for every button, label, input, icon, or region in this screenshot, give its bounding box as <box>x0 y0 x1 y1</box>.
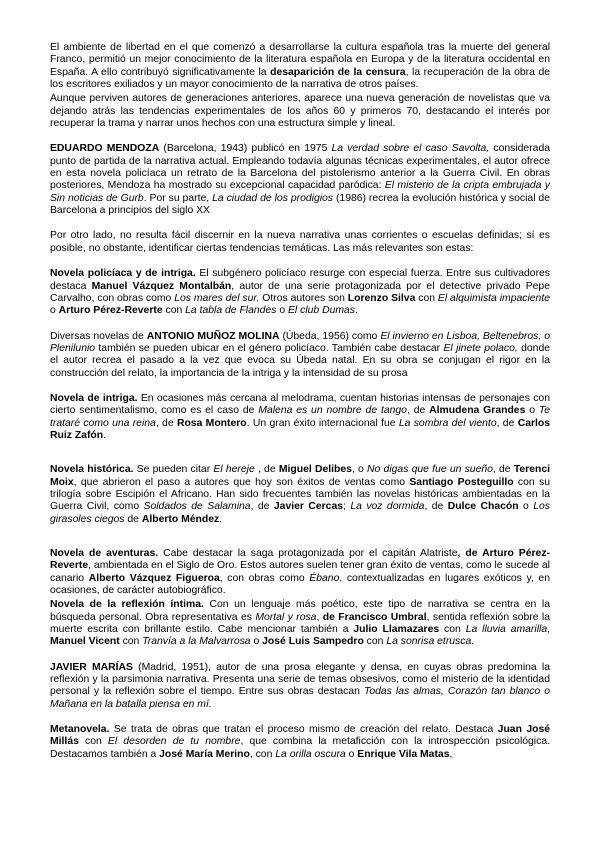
run: El invierno en Lisboa, Beltenebros, o Plenilunio <box>50 330 551 354</box>
run: donde el autor recrea el pasado a la vez que evoca su Úbeda natal. En su obra se conjugan el rigor en la construcción del relato, la importancia de la intriga y la intensidad de su prosa <box>50 342 551 379</box>
run: , con obras como <box>219 572 310 584</box>
run: , <box>547 624 550 636</box>
run: La lluvia amarilla <box>465 624 548 636</box>
run: . <box>219 513 223 525</box>
run: Enrique Vila Matas <box>357 748 450 760</box>
paragraph-novela-policiaca <box>50 268 550 317</box>
run: desaparición de la censura <box>270 66 406 78</box>
run: Alberto Méndez <box>141 513 220 525</box>
run: de <box>124 513 142 525</box>
run: , de <box>492 464 514 476</box>
run: Lorenzo Silva <box>347 292 416 304</box>
run: Los girasoles ciegos <box>50 501 550 525</box>
paragraph-eduardo-mendoza <box>50 143 550 217</box>
run: Julio Llamazares <box>353 624 440 636</box>
run: El ambiente de libertad en el que comenzó a desarrollarse la cultura española tras la muerte del general Franco, permitió un mejor conocimiento de la literatura española en Europa y de la literatura occidental en España. A ello contribuyó significativamente la <box>50 42 550 78</box>
run: Juan José Millás <box>50 724 550 748</box>
run: Novela policíaca y de intriga. <box>50 268 196 280</box>
run: con <box>363 636 387 648</box>
run: Novela histórica. <box>50 464 134 476</box>
run: , <box>449 748 453 760</box>
run: Cabe destacar la saga protagonizada por el capitán Alatriste <box>158 548 458 559</box>
run: . Por su parte, <box>143 192 213 204</box>
run: Por otro lado, no resulta fácil discernir en la nueva narrativa unas corrientes o escuelas definidas; sí es posible, no obstante, identificar ciertas tendencias temáticas. Las más relevantes son estas: <box>50 230 550 254</box>
run: EDUARDO MENDOZA <box>50 143 160 155</box>
run: El club Dumas <box>288 305 355 317</box>
run: , de <box>496 417 518 429</box>
run: Manuel Vicent <box>50 636 120 648</box>
run: La sombra del viento <box>398 417 497 429</box>
run: con <box>439 624 466 636</box>
run: considerada punto de partida de la narrativa actual. Empleando todavía algunas técnicas experimentales, el autor ofrece en esta novela policíaca un retrato de la Barcelona del pistolerismo anterior a la Guerra Civil. En obras posteriores, Mendoza ha mostrado su excepcional capacidad paródica: <box>50 143 551 192</box>
run: , la recuperación de la obra de los escritores exiliados y un mayor conocimiento de la narrativa de otros países. <box>50 66 551 91</box>
run: o <box>525 405 539 417</box>
run: Rosa Montero <box>176 417 247 429</box>
run: Carlos Ruiz Zafón <box>50 417 551 441</box>
run: también se pueden ubicar en el género policíaco. También cabe destacar <box>95 342 444 354</box>
run: . <box>471 636 475 648</box>
run: Soldados de Salamina <box>143 501 251 513</box>
paragraph-novela-historica <box>50 464 550 526</box>
run: , de <box>250 501 274 513</box>
run: Metanovela. <box>50 724 110 736</box>
run: o <box>50 305 59 317</box>
run: , de <box>406 405 430 417</box>
run: , o <box>351 464 368 476</box>
run: de Francisco Umbral <box>322 611 427 623</box>
run: con <box>119 636 143 648</box>
run: Dulce Chacón <box>447 501 519 513</box>
run: El alquimista impaciente <box>437 292 550 304</box>
run: No digas que fue un sueño <box>367 464 493 476</box>
run: JAVIER MARÍAS <box>50 661 133 673</box>
run: Javier Cercas <box>273 501 344 513</box>
run: El subgénero policíaco resurge con especial fuerza. Entre sus cultivadores destaca <box>50 268 551 292</box>
run: (Barcelona, 1943) publicó en 1975 <box>159 143 332 155</box>
run: o <box>345 748 358 760</box>
run: , de <box>155 417 177 429</box>
run: Manuel Vázquez Montalbán <box>91 280 232 292</box>
paragraph-tendencias <box>50 230 550 255</box>
run: Miguel Delibes <box>278 464 352 476</box>
run: El misterio de la cripta embrujada y Sin noticias de Gurb <box>50 180 550 204</box>
run: En ocasiones más cercana al melodrama, cuentan historias intensas de personajes con cierto sentimentalismo, como es el caso de <box>50 392 550 417</box>
run: Tranvía a la Malvarrosa <box>142 636 251 648</box>
run: Terenci Moix <box>50 464 551 488</box>
run: (1986) recrea la evolución histórica y social de Barcelona a principios del siglo XX <box>50 192 550 217</box>
run: Malena es un nombre de tango <box>258 405 407 417</box>
run: con <box>415 292 438 304</box>
run: o <box>518 501 534 513</box>
run: El jinete polaco, <box>443 342 518 354</box>
run: , con <box>249 748 276 760</box>
run: José Luis Sampedro <box>262 636 364 648</box>
run: Novela de aventuras. <box>50 548 159 559</box>
run: con su trilogía sobre Escipión el Africano. Han sido frecuentes también las novelas históricas ambientadas en la Guerra Civil, como <box>50 476 550 513</box>
run: Se trata de obras que tratan el proceso mismo de creación del relato. Destaca <box>109 724 498 736</box>
run: Con un lenguaje más poético, este tipo de narrativa se centra en la búsqueda personal. Obra representativa es <box>50 599 550 623</box>
paragraph-intro-libertad <box>50 42 550 91</box>
paragraph-javier-marias <box>50 662 550 711</box>
run: José María Merino <box>159 748 250 760</box>
run: (Úbeda, 1956) como <box>279 330 381 342</box>
run: Arturo Pérez-Reverte <box>58 305 163 317</box>
paragraph-nueva-generacion <box>50 93 550 130</box>
paragraph-novela-aventuras <box>50 548 550 597</box>
run: Se pueden citar <box>133 464 214 476</box>
run: El hereje <box>213 464 255 476</box>
run: ANTONIO MUÑOZ MOLINA <box>146 330 280 342</box>
run: o <box>250 636 263 648</box>
run: La sonrisa etrusca <box>386 636 472 648</box>
run: , que combina la metaficción con la introspección psicológica. Destacamos también a <box>50 736 550 760</box>
run: Novela de intriga. <box>50 392 138 404</box>
run: , de <box>424 501 448 513</box>
run: Todas las almas, Corazón tan blanco o Mañana en la batalla piensa en mí. <box>50 686 550 710</box>
run: Ébano <box>309 572 340 584</box>
run: La orilla oscura <box>275 748 346 760</box>
run: Almudena Grandes <box>429 405 526 417</box>
paragraph-reflexion-intima <box>50 599 550 648</box>
run: . <box>355 305 358 317</box>
run: , <box>316 611 323 623</box>
run: , autor de una serie protagonizada por el detective privado Pepe Carvalho, con obras como <box>50 280 550 304</box>
run: (Madrid, 1951), autor de una prosa elegante y densa, en cuyas obras predomina la reflexión y la parsimonia narrativa. Presenta una serie de temas obsesivos, como el misterio de la identidad personal y la reflexión sobre el tiempo. Entre sus obras destacan <box>50 661 550 698</box>
run: ; <box>343 501 351 513</box>
run: La tabla de Flandes <box>185 305 277 317</box>
run: Otros autores son <box>259 292 348 304</box>
run: Te trataré como una reina <box>50 405 550 429</box>
run: Aunque perviven autores de generaciones anteriores, aparece una nueva generación de novelistas que va dejando atrás las tendencias experimentales de los años 60 y primeros 70, destacando el interés por recuperar la trama y narrar unos hechos con una estructura simple y lineal. <box>50 93 550 130</box>
run: o <box>276 305 288 317</box>
run: La voz dormida <box>350 501 425 513</box>
run: Mortal y rosa <box>255 611 317 623</box>
run: , que abrieron el paso a autores que hoy son éxitos de ventas como <box>73 476 410 488</box>
run: , contextualizadas en lugares exóticos y, en ocasiones, de carácter autobiográfico. <box>50 572 550 597</box>
run: . <box>103 429 106 441</box>
run: Los mares del sur. <box>174 292 260 304</box>
run: , de <box>254 464 279 476</box>
run: . Un gran éxito internacional fue <box>246 417 399 429</box>
run: con <box>78 736 108 748</box>
run: Alberto Vázquez Figueroa <box>88 572 220 584</box>
paragraph-novela-intriga <box>50 393 550 442</box>
run: con <box>162 305 186 317</box>
run: Diversas novelas de <box>50 330 147 342</box>
document-page <box>50 42 550 774</box>
run: Novela de la reflexión íntima. <box>50 599 204 611</box>
run: La ciudad de los prodigios <box>212 192 334 204</box>
run: , sentida reflexión sobre la muerte escrita con brillante estilo. Cabe mencionar también a <box>50 611 550 636</box>
paragraph-munoz-molina <box>50 331 550 380</box>
run: , de Arturo Pérez-Reverte <box>50 548 550 572</box>
run: , ambientada en el Siglo de Oro. Estos autores suelen tener gran éxito de ventas, como le sucede al canario <box>50 560 550 584</box>
paragraph-metanovela <box>50 724 550 761</box>
run: Santiago Posteguillo <box>409 476 514 488</box>
run: El desorden de tu nombre <box>107 736 241 748</box>
run: La verdad sobre el caso Savolta, <box>331 143 490 155</box>
